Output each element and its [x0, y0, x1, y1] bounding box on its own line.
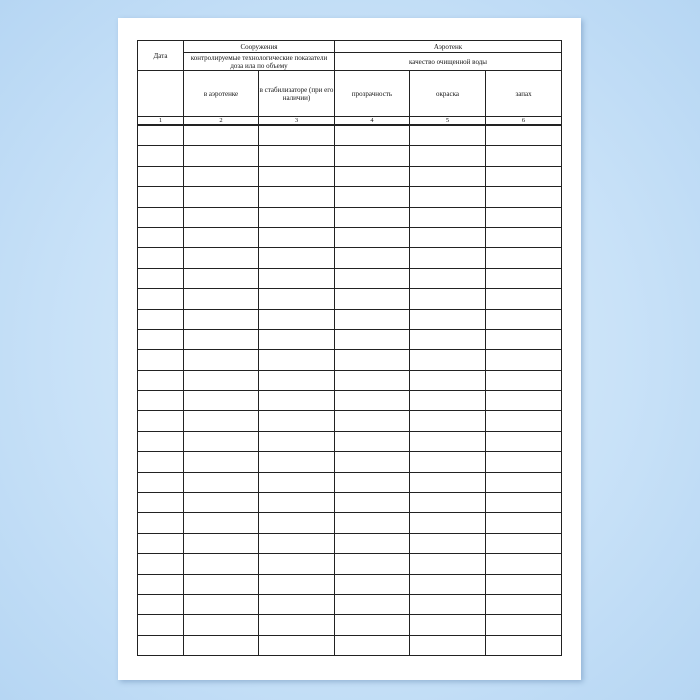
- entry-cell[interactable]: [486, 472, 562, 492]
- table-row: [138, 472, 562, 492]
- entry-cell[interactable]: [138, 452, 184, 472]
- entry-cell[interactable]: [138, 248, 184, 268]
- entry-cell[interactable]: [410, 370, 486, 390]
- entry-cell[interactable]: [184, 289, 259, 309]
- entry-cell[interactable]: [138, 166, 184, 186]
- entry-cell[interactable]: [259, 329, 335, 349]
- entry-cell[interactable]: [184, 533, 259, 553]
- entry-cell[interactable]: [410, 431, 486, 451]
- entry-cell[interactable]: [259, 431, 335, 451]
- entry-cell[interactable]: [486, 350, 562, 370]
- table-row: [138, 207, 562, 227]
- entry-cell[interactable]: [259, 166, 335, 186]
- entry-cell[interactable]: [184, 391, 259, 411]
- entry-cell[interactable]: [184, 615, 259, 635]
- entry-cell[interactable]: [335, 533, 410, 553]
- entry-cell[interactable]: [259, 309, 335, 329]
- table-row: [138, 289, 562, 309]
- table-row: [138, 268, 562, 288]
- entry-cell[interactable]: [486, 370, 562, 390]
- entry-cell[interactable]: [259, 187, 335, 207]
- entry-cell[interactable]: [259, 207, 335, 227]
- entry-cell[interactable]: [486, 635, 562, 655]
- table-row: [138, 513, 562, 533]
- entry-cell[interactable]: [184, 411, 259, 431]
- entry-cell[interactable]: [410, 227, 486, 247]
- entry-cell[interactable]: [486, 146, 562, 166]
- entry-cell[interactable]: [184, 227, 259, 247]
- entry-cell[interactable]: [335, 635, 410, 655]
- table-row: [138, 431, 562, 451]
- entry-cell[interactable]: [486, 166, 562, 186]
- entry-cell[interactable]: [184, 125, 259, 146]
- entry-cell[interactable]: [410, 574, 486, 594]
- entry-cell[interactable]: [335, 431, 410, 451]
- entry-cell[interactable]: [410, 493, 486, 513]
- entry-cell[interactable]: [138, 431, 184, 451]
- entry-cell[interactable]: [335, 574, 410, 594]
- entry-cell[interactable]: [335, 289, 410, 309]
- entry-cell[interactable]: [138, 146, 184, 166]
- entry-cell[interactable]: [335, 166, 410, 186]
- entry-cell[interactable]: [410, 248, 486, 268]
- entry-cell[interactable]: [335, 187, 410, 207]
- entry-cell[interactable]: [184, 472, 259, 492]
- entry-cell[interactable]: [138, 554, 184, 574]
- table-row: [138, 350, 562, 370]
- entry-cell[interactable]: [410, 594, 486, 614]
- entry-cell[interactable]: [335, 268, 410, 288]
- entry-cell[interactable]: [335, 125, 410, 146]
- column-number: 2: [184, 117, 259, 126]
- entry-cell[interactable]: [410, 391, 486, 411]
- entry-cell[interactable]: [335, 513, 410, 533]
- entry-cell[interactable]: [184, 574, 259, 594]
- entry-cell[interactable]: [259, 452, 335, 472]
- entry-cell[interactable]: [335, 554, 410, 574]
- table-row: [138, 635, 562, 655]
- log-table: [137, 40, 562, 656]
- entry-cell[interactable]: [259, 125, 335, 146]
- entry-cell[interactable]: [410, 350, 486, 370]
- table-row: [138, 309, 562, 329]
- entry-cell[interactable]: [410, 329, 486, 349]
- entry-cell[interactable]: [335, 350, 410, 370]
- table-row: [138, 554, 562, 574]
- entry-cell[interactable]: [184, 635, 259, 655]
- column-number: 4: [335, 117, 410, 126]
- entry-cell[interactable]: [138, 187, 184, 207]
- entry-cell[interactable]: [138, 329, 184, 349]
- entry-cell[interactable]: [410, 411, 486, 431]
- entry-cell[interactable]: [184, 554, 259, 574]
- entry-cell[interactable]: [335, 309, 410, 329]
- entry-cell[interactable]: [486, 329, 562, 349]
- in-stabilizer-header: в стабилизаторе (при его наличии): [259, 71, 335, 117]
- entry-cell[interactable]: [184, 431, 259, 451]
- table-row: [138, 574, 562, 594]
- entry-cell[interactable]: [184, 248, 259, 268]
- entry-cell[interactable]: [335, 493, 410, 513]
- entry-cell[interactable]: [138, 574, 184, 594]
- entry-cell[interactable]: [486, 431, 562, 451]
- table-row: [138, 166, 562, 186]
- entry-cell[interactable]: [259, 268, 335, 288]
- entry-cell[interactable]: [410, 309, 486, 329]
- entry-cell[interactable]: [410, 268, 486, 288]
- entry-cell[interactable]: [138, 533, 184, 553]
- aerotank-header: Аэротенк: [335, 41, 562, 53]
- date-header: Дата: [138, 41, 184, 71]
- entry-cell[interactable]: [335, 329, 410, 349]
- entry-cell[interactable]: [410, 166, 486, 186]
- entry-cell[interactable]: [486, 125, 562, 146]
- entry-cell[interactable]: [486, 533, 562, 553]
- entry-cell[interactable]: [138, 615, 184, 635]
- entry-cell[interactable]: [184, 513, 259, 533]
- entry-cell[interactable]: [138, 411, 184, 431]
- column-number: 6: [486, 117, 562, 126]
- entry-cell[interactable]: [138, 635, 184, 655]
- entry-cell[interactable]: [410, 289, 486, 309]
- entry-cell[interactable]: [259, 594, 335, 614]
- entry-cell[interactable]: [410, 513, 486, 533]
- entry-cell[interactable]: [486, 187, 562, 207]
- entry-cell[interactable]: [410, 554, 486, 574]
- table-row: [138, 146, 562, 166]
- entry-cell[interactable]: [184, 268, 259, 288]
- entry-cell[interactable]: [259, 615, 335, 635]
- entry-cell[interactable]: [138, 391, 184, 411]
- entry-cell[interactable]: [184, 370, 259, 390]
- table-row: [138, 594, 562, 614]
- entry-cell[interactable]: [138, 268, 184, 288]
- entry-cell[interactable]: [335, 248, 410, 268]
- entry-cell[interactable]: [259, 227, 335, 247]
- entry-cell[interactable]: [184, 594, 259, 614]
- smell-header: запах: [486, 71, 562, 117]
- entry-cell[interactable]: [138, 493, 184, 513]
- entry-cell[interactable]: [335, 227, 410, 247]
- in-aerotank-header: в аэротенке: [184, 71, 259, 117]
- entry-cell[interactable]: [259, 391, 335, 411]
- column-number: 1: [138, 117, 184, 126]
- entry-cell[interactable]: [259, 370, 335, 390]
- entry-cell[interactable]: [335, 615, 410, 635]
- entry-cell[interactable]: [486, 391, 562, 411]
- table-row: [138, 452, 562, 472]
- entry-cell[interactable]: [335, 472, 410, 492]
- indicators-header-text: контролируемые технологические показатели доза ила по объему: [190, 54, 328, 70]
- entry-cell[interactable]: [259, 411, 335, 431]
- entry-cell[interactable]: [184, 187, 259, 207]
- entry-cell[interactable]: [410, 615, 486, 635]
- water-quality-header: качество очищенной воды: [335, 53, 562, 71]
- entry-cell[interactable]: [335, 452, 410, 472]
- entry-cell[interactable]: [410, 187, 486, 207]
- table-row: [138, 391, 562, 411]
- entry-cell[interactable]: [259, 493, 335, 513]
- indicators-header: [184, 53, 335, 71]
- entry-cell[interactable]: [410, 125, 486, 146]
- table-row: [138, 615, 562, 635]
- entry-cell[interactable]: [335, 146, 410, 166]
- entry-cell[interactable]: [335, 594, 410, 614]
- table-row: [138, 329, 562, 349]
- entry-cell[interactable]: [259, 248, 335, 268]
- entry-cell[interactable]: [259, 513, 335, 533]
- entry-cell[interactable]: [486, 452, 562, 472]
- entry-cell[interactable]: [486, 289, 562, 309]
- date-label-cell: [138, 71, 184, 117]
- entry-cell[interactable]: [184, 309, 259, 329]
- column-number: 3: [259, 117, 335, 126]
- table-row: [138, 187, 562, 207]
- entry-cell[interactable]: [410, 635, 486, 655]
- entry-cell[interactable]: [335, 391, 410, 411]
- entry-cell[interactable]: [486, 248, 562, 268]
- entry-cell[interactable]: [410, 452, 486, 472]
- entry-cell[interactable]: [138, 370, 184, 390]
- structures-header: Сооружения: [184, 41, 335, 53]
- entry-cell[interactable]: [138, 207, 184, 227]
- entry-cell[interactable]: [486, 227, 562, 247]
- entry-cell[interactable]: [486, 268, 562, 288]
- entry-cell[interactable]: [410, 146, 486, 166]
- entry-cell[interactable]: [184, 350, 259, 370]
- entry-cell[interactable]: [410, 207, 486, 227]
- entry-cell[interactable]: [138, 594, 184, 614]
- table-row: [138, 493, 562, 513]
- entry-cell[interactable]: [335, 207, 410, 227]
- entry-cell[interactable]: [486, 493, 562, 513]
- entry-cell[interactable]: [486, 309, 562, 329]
- column-number: 5: [410, 117, 486, 126]
- entry-cell[interactable]: [138, 309, 184, 329]
- entry-cell[interactable]: [259, 635, 335, 655]
- entry-cell[interactable]: [259, 289, 335, 309]
- table-row: [138, 227, 562, 247]
- entry-cell[interactable]: [184, 146, 259, 166]
- entry-cell[interactable]: [410, 533, 486, 553]
- table-row: [138, 125, 562, 146]
- entry-cell[interactable]: [259, 554, 335, 574]
- entry-cell[interactable]: [335, 370, 410, 390]
- table-row: [138, 533, 562, 553]
- entry-cell[interactable]: [184, 329, 259, 349]
- entry-cell[interactable]: [486, 207, 562, 227]
- entry-cell[interactable]: [259, 472, 335, 492]
- entry-cell[interactable]: [259, 533, 335, 553]
- entry-cell[interactable]: [486, 513, 562, 533]
- entry-cell[interactable]: [184, 166, 259, 186]
- color-header: окраска: [410, 71, 486, 117]
- entry-cell[interactable]: [138, 125, 184, 146]
- entry-cell[interactable]: [486, 411, 562, 431]
- transparency-header: прозрачность: [335, 71, 410, 117]
- entry-cell[interactable]: [138, 227, 184, 247]
- entry-cell[interactable]: [259, 146, 335, 166]
- entry-cell[interactable]: [335, 411, 410, 431]
- entry-cell[interactable]: [138, 289, 184, 309]
- table-row: [138, 248, 562, 268]
- entry-cell[interactable]: [486, 594, 562, 614]
- entry-cell[interactable]: [486, 574, 562, 594]
- entry-cell[interactable]: [410, 472, 486, 492]
- entry-cell[interactable]: [259, 350, 335, 370]
- entry-cell[interactable]: [259, 574, 335, 594]
- entry-cell[interactable]: [486, 554, 562, 574]
- table-row: [138, 370, 562, 390]
- entry-cell[interactable]: [138, 350, 184, 370]
- table-row: [138, 411, 562, 431]
- entry-cell[interactable]: [486, 615, 562, 635]
- entry-cell[interactable]: [184, 493, 259, 513]
- entry-cell[interactable]: [184, 207, 259, 227]
- entry-cell[interactable]: [138, 513, 184, 533]
- entry-cell[interactable]: [138, 472, 184, 492]
- entry-cell[interactable]: [184, 452, 259, 472]
